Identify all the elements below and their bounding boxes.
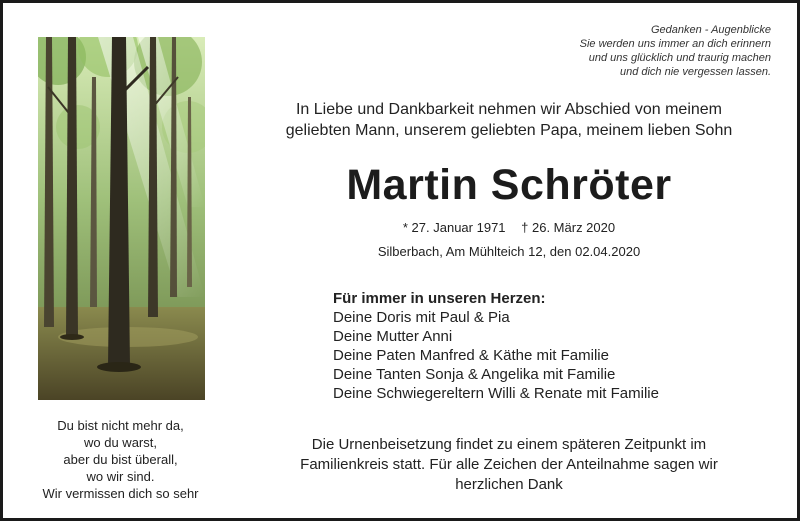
intro-line: In Liebe und Dankbarkeit nehmen wir Abschied von meinem: [295, 101, 723, 118]
memorial-poem: [17, 417, 224, 502]
closing-line: herzlichen Dank: [455, 476, 563, 493]
poem-line: wo du warst,: [84, 435, 157, 450]
deceased-name: Martin Schröter: [346, 161, 672, 209]
family-heading: Für immer in unseren Herzen:: [333, 290, 546, 307]
quote-line: Gedanken - Augenblicke: [650, 24, 771, 36]
closing-line: Familienkreis statt. Für alle Zeichen der Anteilnahme sagen wir: [300, 456, 718, 473]
poem-line: Wir vermissen dich so sehr: [42, 486, 199, 501]
death-date: † 26. März 2020: [521, 220, 616, 235]
family-member: Deine Mutter Anni: [333, 328, 453, 345]
poem-line: Du bist nicht mehr da,: [57, 418, 184, 433]
place-and-date: Silberbach, Am Mühlteich 12, den 02.04.2020: [377, 244, 641, 259]
life-dates: [249, 219, 769, 236]
closing-text: [249, 435, 769, 495]
poem-line: wo wir sind.: [86, 469, 155, 484]
intro-line: geliebten Mann, unserem geliebten Papa, meinem lieben Sohn: [285, 122, 733, 139]
family-member: Deine Doris mit Paul & Pia: [333, 309, 510, 326]
closing-line: Die Urnenbeisetzung findet zu einem späteren Zeitpunkt im: [311, 436, 707, 453]
quote-line: Sie werden uns immer an dich erinnern: [579, 38, 771, 50]
intro-text: [249, 99, 769, 141]
family-list: [333, 289, 659, 403]
poem-line: aber du bist überall,: [63, 452, 178, 467]
forest-photo: [38, 37, 205, 400]
quote-verse: [580, 23, 771, 79]
quote-line: und uns glücklich und traurig machen: [588, 52, 771, 64]
family-member: Deine Tanten Sonja & Angelika mit Familie: [333, 366, 616, 383]
quote-line: und dich nie vergessen lassen.: [619, 66, 771, 78]
family-member: Deine Schwiegereltern Willi & Renate mit Familie: [333, 385, 659, 402]
family-member: Deine Paten Manfred & Käthe mit Familie: [333, 347, 609, 364]
birth-date: * 27. Januar 1971: [402, 220, 506, 235]
